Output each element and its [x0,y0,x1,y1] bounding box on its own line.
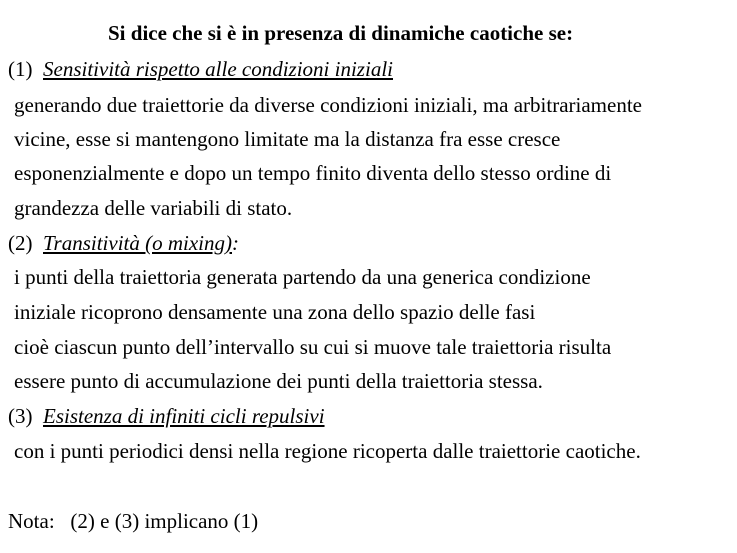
item-2-number: (2) [8,231,33,255]
item-2-heading: Transitività (o mixing) [43,231,232,255]
item-2-body-line-2: iniziale ricoprono densamente una zona dello spazio delle fasi [14,300,536,324]
item-3-body-line-1: con i punti periodici densi nella regione ricoperta dalle traiettorie caotiche. [14,439,641,463]
item-3-heading: Esistenza di infiniti cicli repulsivi [43,404,325,428]
item-1-body-line-4: grandezza delle variabili di stato. [14,196,293,220]
item-2-heading-line [8,231,239,255]
page-title: Si dice che si è in presenza di dinamiche caotiche se: [108,21,574,45]
item-2-body-line-4: essere punto di accumulazione dei punti della traiettoria stessa. [14,369,543,393]
item-2-heading-suffix: : [232,231,239,255]
item-3-number: (3) [8,404,33,428]
item-2-body-line-1: i punti della traiettoria generata partendo da una generica condizione [14,265,591,289]
item-1-body-line-2: vicine, esse si mantengono limitate ma la distanza fra esse cresce [14,127,561,151]
item-1-body-line-1: generando due traiettorie da diverse condizioni iniziali, ma arbitrariamente [14,93,642,117]
item-1-heading-line [8,57,393,81]
item-1-number: (1) [8,57,33,81]
item-2-body-line-3: cioè ciascun punto dell’intervallo su cui si muove tale traiettoria risulta [14,335,612,359]
item-1-body-line-3: esponenzialmente e dopo un tempo finito diventa dello stesso ordine di [14,161,612,185]
item-1-heading: Sensitività rispetto alle condizioni iniziali [43,57,393,81]
item-3-heading-line [8,404,325,428]
note: Nota: (2) e (3) implicano (1) [8,509,259,533]
